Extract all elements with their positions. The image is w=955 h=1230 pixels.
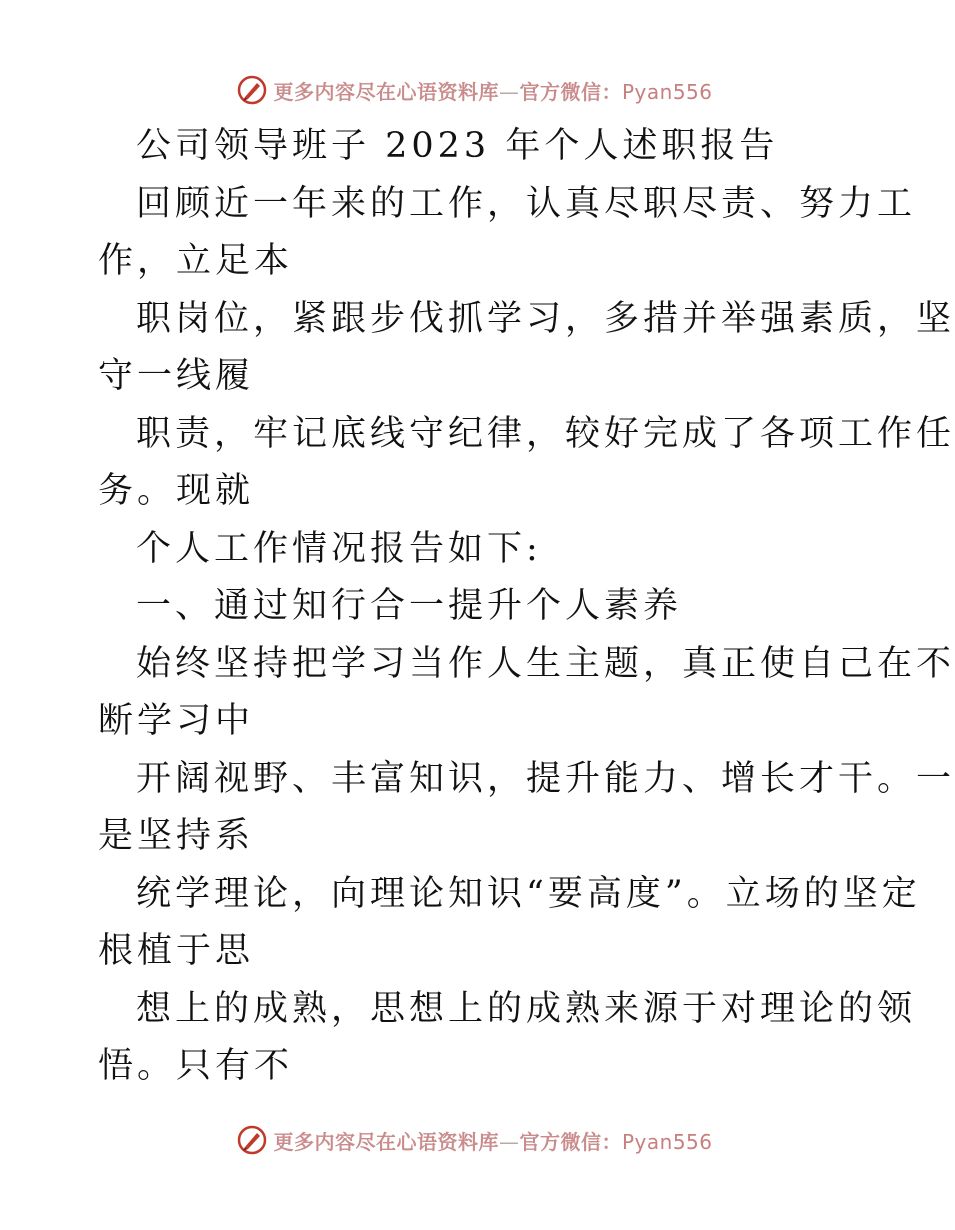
header-watermark bbox=[0, 70, 950, 110]
watermark-label: 更多内容尽在心语资料库 bbox=[273, 79, 499, 104]
watermark-wechat-id: Pyan556 bbox=[621, 1129, 713, 1154]
pen-logo-icon bbox=[237, 1125, 267, 1155]
text-line: 开阔视野、丰富知识，提升能力、增长才干。一 bbox=[136, 758, 955, 799]
text-line: 作，立足本 bbox=[98, 241, 294, 281]
text-line: 个人工作情况报告如下: bbox=[136, 528, 542, 569]
watermark-text bbox=[273, 1126, 712, 1155]
text-line: 根植于思 bbox=[98, 931, 255, 971]
text-line: 一、通过知行合一提升个人素养 bbox=[136, 586, 683, 626]
text-line: 回顾近一年来的工作，认真尽职尽责、努力工 bbox=[136, 183, 917, 224]
watermark-wechat-label: 官方微信： bbox=[519, 1129, 622, 1154]
watermark-text bbox=[273, 76, 712, 105]
text-line: 公司领导班子 2023 年个人述职报告 bbox=[136, 126, 779, 166]
text-line: 统学理论，向理论知识“要高度”。立场的坚定 bbox=[136, 873, 921, 914]
text-line: 守一线履 bbox=[98, 356, 255, 396]
watermark-separator: — bbox=[498, 79, 520, 104]
text-line: 务。现就 bbox=[98, 471, 255, 511]
document-body bbox=[98, 118, 955, 1096]
footer-watermark bbox=[0, 1120, 950, 1160]
watermark-separator: — bbox=[498, 1129, 520, 1154]
watermark-label: 更多内容尽在心语资料库 bbox=[273, 1129, 499, 1154]
text-line: 悟。只有不 bbox=[98, 1046, 294, 1086]
text-line: 断学习中 bbox=[98, 701, 255, 741]
watermark-wechat-id: Pyan556 bbox=[621, 79, 713, 104]
pen-logo-icon bbox=[237, 75, 267, 105]
text-line: 始终坚持把学习当作人生主题，真正使自己在不 bbox=[136, 643, 955, 684]
watermark-wechat-label: 官方微信： bbox=[519, 79, 622, 104]
text-line: 是坚持系 bbox=[98, 816, 255, 856]
text-line: 想上的成熟，思想上的成熟来源于对理论的领 bbox=[136, 988, 917, 1029]
text-line: 职岗位，紧跟步伐抓学习，多措并举强素质，坚 bbox=[136, 298, 955, 339]
text-line: 职责，牢记底线守纪律，较好完成了各项工作任 bbox=[136, 413, 955, 454]
